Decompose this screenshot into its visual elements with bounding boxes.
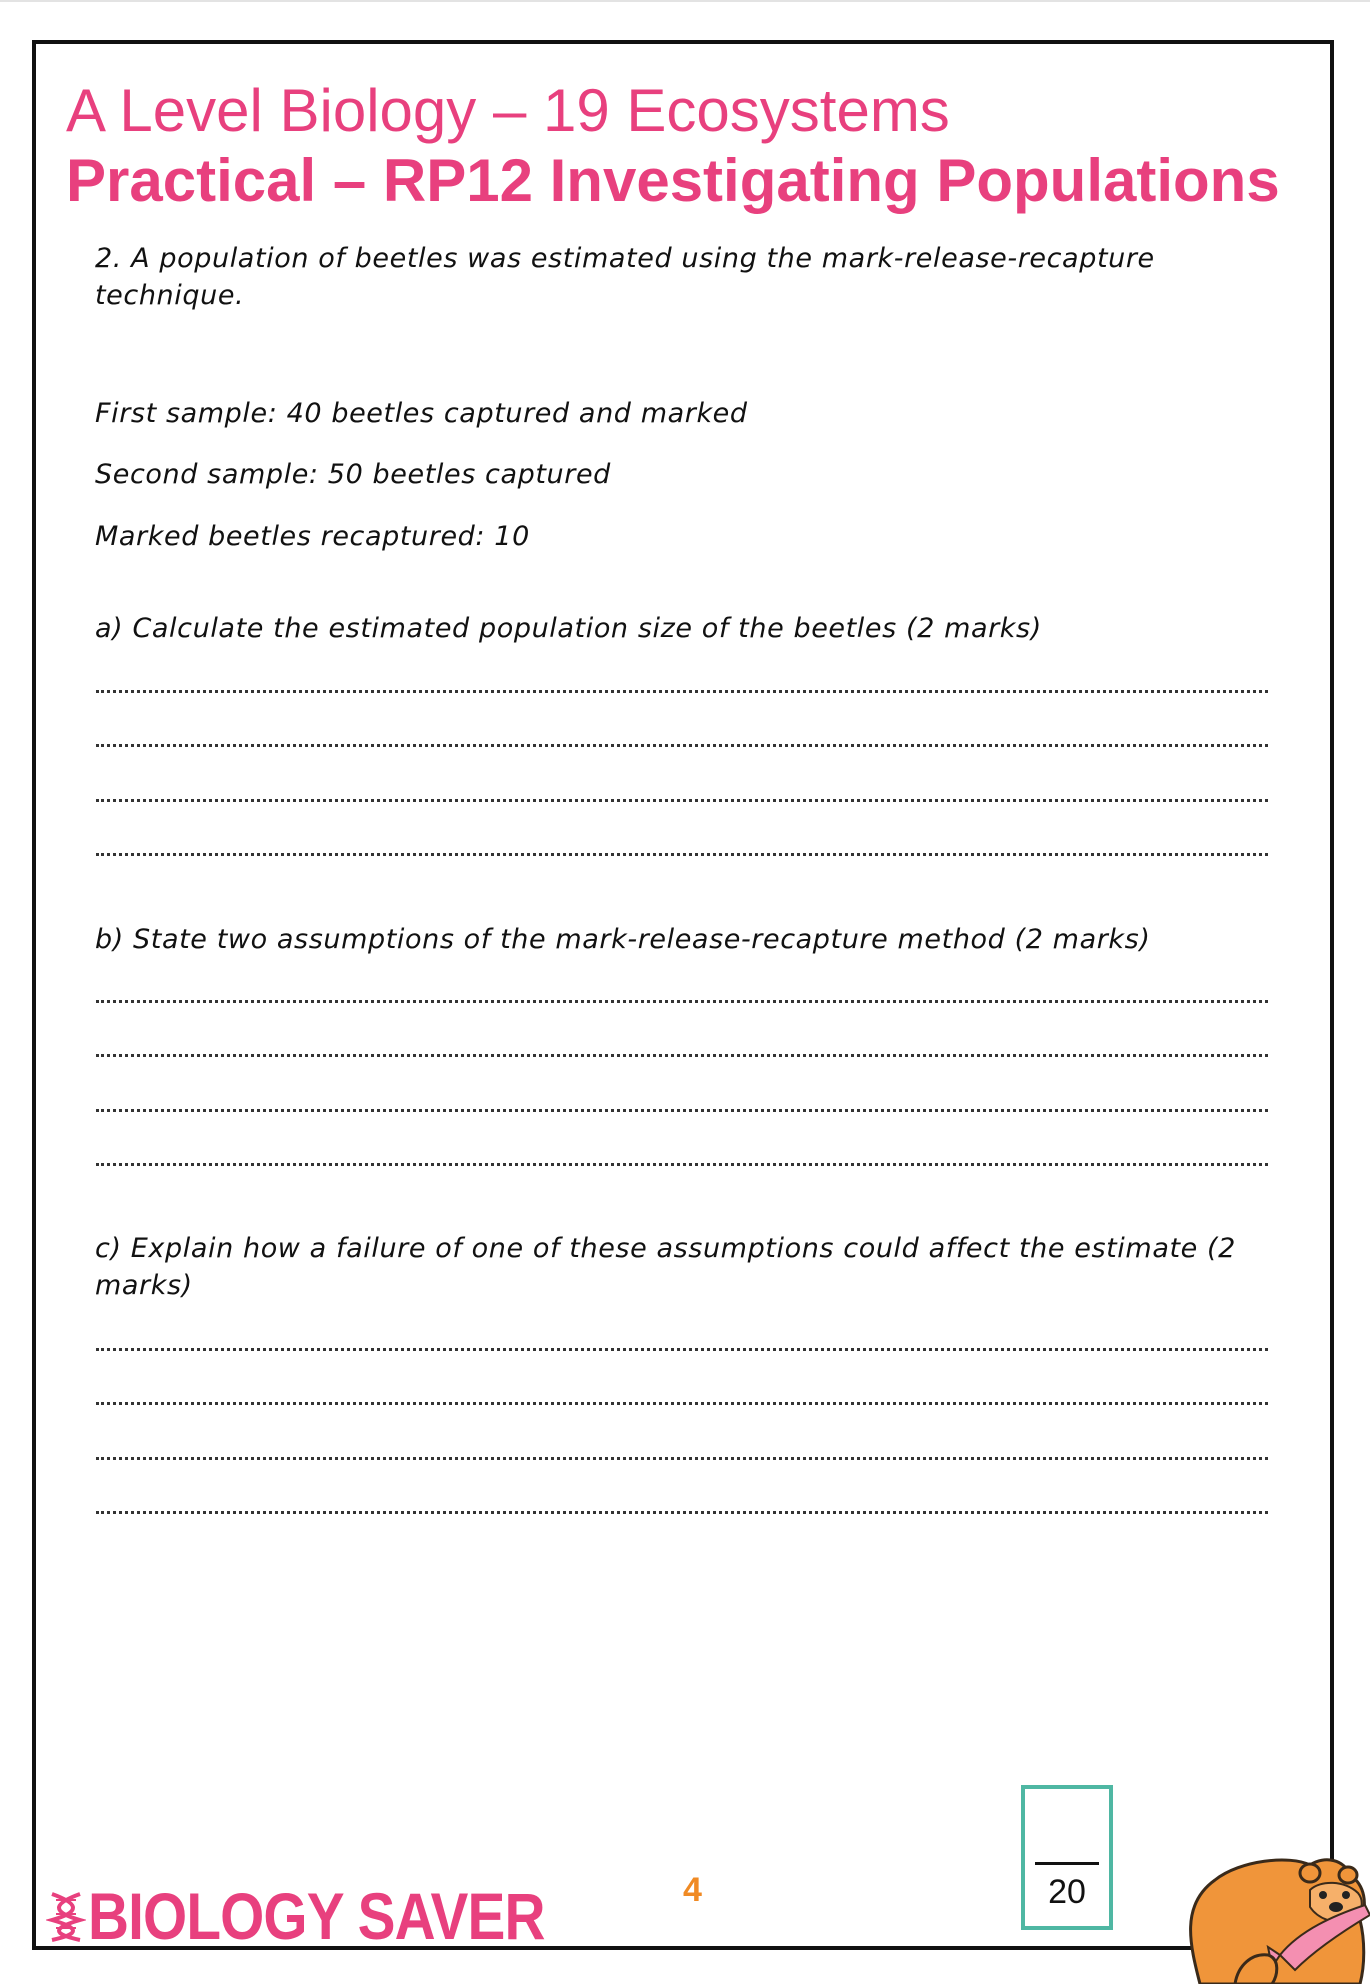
bear-with-fish-icon [1160,1835,1370,1984]
answer-line-b-3[interactable] [96,1109,1268,1112]
data-line-first-sample: First sample: 40 beetles captured and marked [95,398,748,429]
answer-line-c-1[interactable] [96,1348,1268,1351]
dna-logo-icon [46,1890,86,1942]
answer-line-a-4[interactable] [96,853,1268,856]
question-intro: 2. A population of beetles was estimated using the mark-release-recapture technique. [95,243,1155,311]
answer-line-c-4[interactable] [96,1511,1268,1514]
page-title: A Level Biology – 19 Ecosystems [66,77,950,144]
question-part-a: a) Calculate the estimated population size of the beetles (2 marks) [95,613,1042,644]
page-frame [32,40,1334,1950]
answer-line-a-3[interactable] [96,799,1268,802]
question-part-c: c) Explain how a failure of one of these assumptions could affect the estimate (2 marks) [95,1233,1236,1301]
answer-line-c-3[interactable] [96,1457,1268,1460]
data-line-second-sample: Second sample: 50 beetles captured [95,459,611,490]
page-subtitle: Practical – RP12 Investigating Populations [66,147,1280,214]
score-total: 20 [1048,1873,1086,1911]
answer-line-c-2[interactable] [96,1402,1268,1405]
logo-text: BIOLOGY SAVER [88,1879,545,1953]
question-part-b: b) State two assumptions of the mark-release-recapture method (2 marks) [95,924,1151,955]
score-fraction-line [1035,1862,1099,1865]
answer-line-a-2[interactable] [96,744,1268,747]
answer-line-b-4[interactable] [96,1163,1268,1166]
answer-line-b-1[interactable] [96,1000,1268,1003]
data-line-recaptured: Marked beetles recaptured: 10 [95,521,530,552]
page-number: 4 [683,1871,702,1909]
score-box [1021,1785,1113,1930]
answer-line-a-1[interactable] [96,690,1268,693]
biology-saver-logo [46,1878,619,1954]
answer-line-b-2[interactable] [96,1054,1268,1057]
top-rule [0,0,1370,2]
